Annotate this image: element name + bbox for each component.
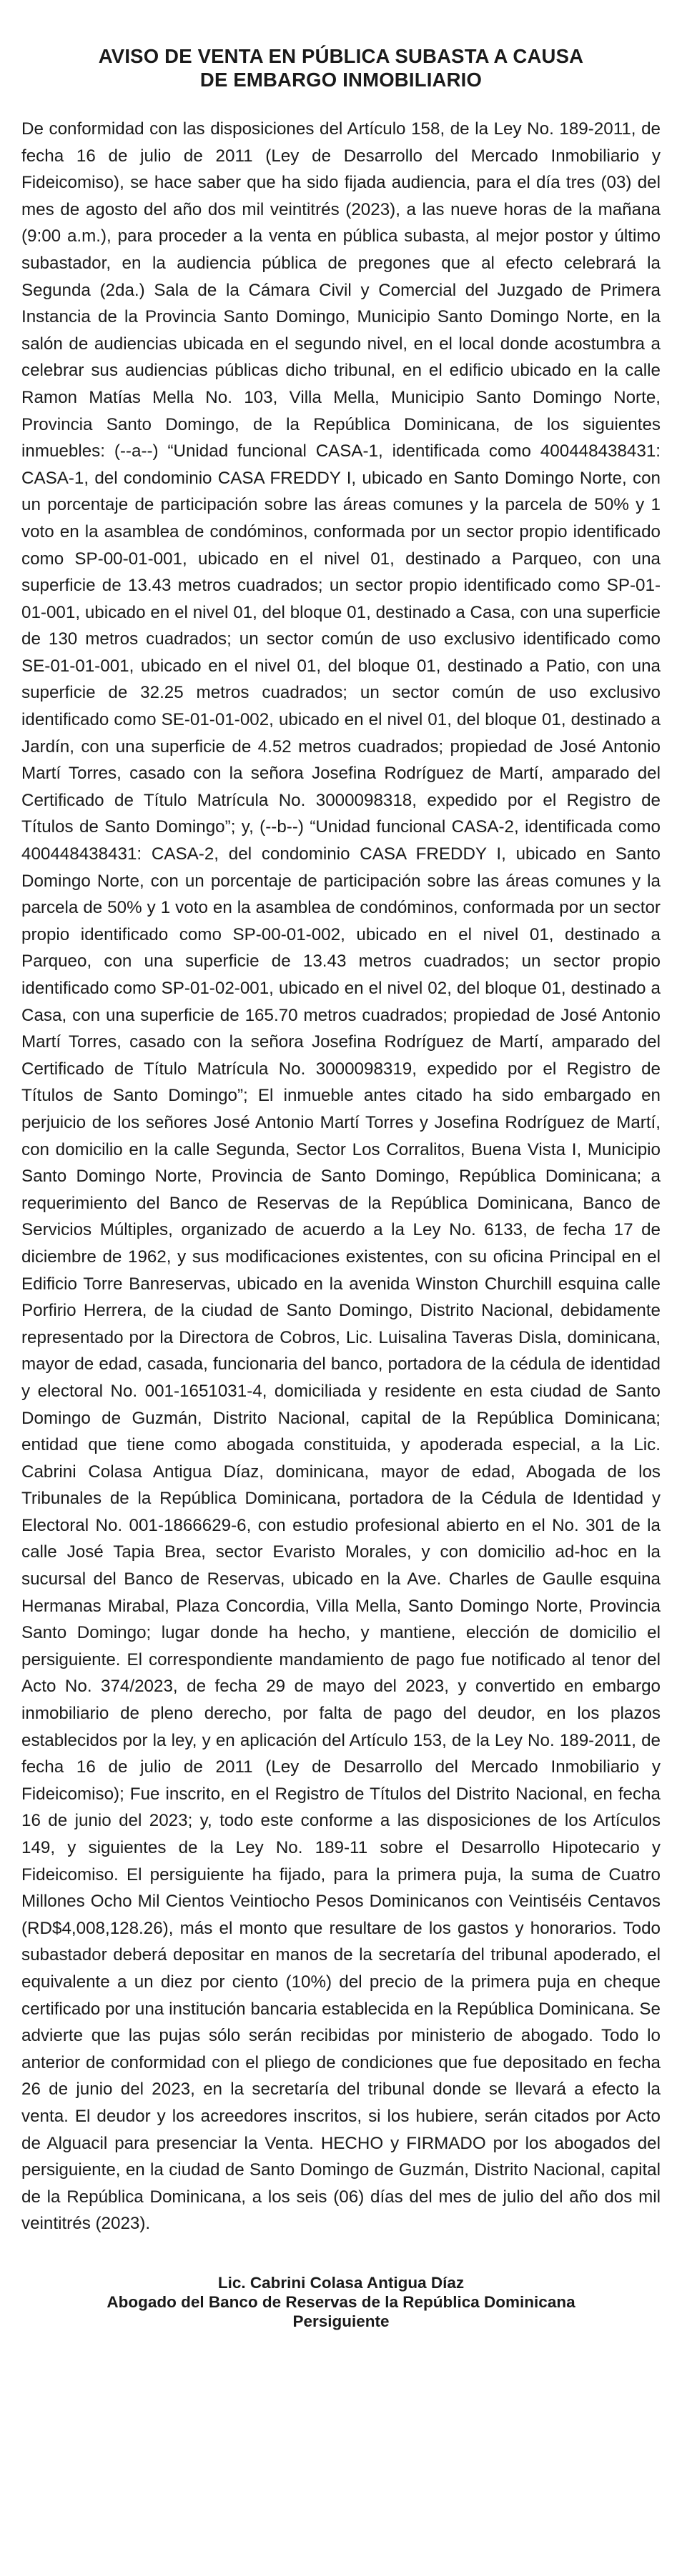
notice-title-line-2: DE EMBARGO INMOBILIARIO [199, 69, 483, 91]
signature-name: Lic. Cabrini Colasa Antigua Díaz [217, 2273, 465, 2292]
signature-party: Persiguiente [292, 2312, 390, 2330]
notice-title [21, 44, 661, 91]
notice-body: De conformidad con las disposiciones del Artículo 158, de la Ley No. 189-2011, de fecha 16 de julio de 2011 (Ley de Desarrollo del Mercado Inmobiliario y Fideicomiso), se hace saber que ha sido fijada audiencia, para el día tres (03) del mes de agosto del año dos mil veintitrés (2023), a las nueve horas de la mañana (9:00 a.m.), para proceder a la venta en pública subasta, al mejor postor y último subastador, en la audiencia pública de pregones que al efecto celebrará la Segunda (2da.) Sala de la Cámara Civil y Comercial del Juzgado de Primera Instancia de la Provincia Santo Domingo, Municipio Santo Domingo Norte, en la salón de audiencias ubicada en el segundo nivel, en el local donde acostumbra a celebrar sus audiencias públicas dicho tribunal, en el edificio ubicado en la calle Ramon Matías Mella No. 103, Villa Mella, Municipio Santo Domingo Norte, Provincia Santo Domingo, de la República Dominicana, de los siguientes inmuebles: (--a--) “Unidad funcional CASA-1, identificada como 400448438431: CASA-1, del condominio CASA FREDDY I, ubicado en Santo Domingo Norte, con un porcentaje de participación sobre las áreas comunes y la parcela de 50% y 1 voto en la asamblea de condóminos, conformada por un sector propio identificado como SP-00-01-001, ubicado en el nivel 01, destinado a Parqueo, con una superficie de 13.43 metros cuadrados; un sector propio identificado como SP-01-01-001, ubicado en el nivel 01, del bloque 01, destinado a Casa, con una superficie de 130 metros cuadrados; un sector común de uso exclusivo identificado como SE-01-01-001, ubicado en el nivel 01, del bloque 01, destinado a Patio, con una superficie de 32.25 metros cuadrados; un sector común de uso exclusivo identificado como SE-01-01-002, ubicado en el nivel 01, del bloque 01, destinado a Jardín, con una superficie de 4.52 metros cuadrados; propiedad de José Antonio Martí Torres, casado con la señora Josefina Rodríguez de Martí, amparado del Certificado de Título Matrícula No. 3000098318, expedido por el Registro de Títulos de Santo Domingo”; y, (--b--) “Unidad funcional CASA-2, identificada como 400448438431: CASA-2, del condominio CASA FREDDY I, ubicado en Santo Domingo Norte, con un porcentaje de participación sobre las áreas comunes y la parcela de 50% y 1 voto en la asamblea de condóminos, conformada por un sector propio identificado como SP-00-01-002, ubicado en el nivel 01, destinado a Parqueo, con una superficie de 13.43 metros cuadrados; un sector propio identificado como SP-01-02-001, ubicado en el nivel 02, del bloque 01, destinado a Casa, con una superficie de 165.70 metros cuadrados; propiedad de José Antonio Martí Torres, casado con la señora Josefina Rodríguez de Martí, amparado del Certificado de Título Matrícula No. 3000098319, expedido por el Registro de Títulos de Santo Domingo”; El inmueble antes citado ha sido embargado en perjuicio de los señores José Antonio Martí Torres y Josefina Rodríguez de Martí, con domicilio en la calle Segunda, Sector Los Corralitos, Buena Vista I, Municipio Santo Domingo Norte, Provincia de Santo Domingo, República Dominicana; a requerimiento del Banco de Reservas de la República Dominicana, Banco de Servicios Múltiples, organizado de acuerdo a la Ley No. 6133, de fecha 17 de diciembre de 1962, y sus modificaciones existentes, con su oficina Principal en el Edificio Torre Banreservas, ubicado en la avenida Winston Churchill esquina calle Porfirio Herrera, de la ciudad de Santo Domingo, Distrito Nacional, debidamente representado por la Directora de Cobros, Lic. Luisalina Taveras Disla, dominicana, mayor de edad, casada, funcionaria del banco, portadora de la cédula de identidad y electoral No. 001-1651031-4, domiciliada y residente en esta ciudad de Santo Domingo de Guzmán, Distrito Nacional, capital de la República Dominicana; entidad que tiene como abogada constituida, y apoderada especial, a la Lic. Cabrini Colasa Antigua Díaz, dominicana, mayor de edad, Abogada de los Tribunales de la República Dominicana, portadora de la Cédula de Identidad y Electoral No. 001-1866629-6, con estudio profesional abierto en el No. 301 de la calle José Tapia Brea, sector Evaristo Morales, y con domicilio ad-hoc en la sucursal del Banco de Reservas, ubicado en la Ave. Charles de Gaulle esquina Hermanas Mirabal, Plaza Concordia, Villa Mella, Santo Domingo Norte, Provincia Santo Domingo; lugar donde ha hecho, y mantiene, elección de domicilio el persiguiente. El correspondiente mandamiento de pago fue notificado al tenor del Acto No. 374/2023, de fecha 29 de mayo del 2023, y convertido en embargo inmobiliario de pleno derecho, por falta de pago del deudor, en los plazos establecidos por la ley, y en aplicación del Artículo 153, de la Ley No. 189-2011, de fecha 16 de julio de 2011 (Ley de Desarrollo del Mercado Inmobiliario y Fideicomiso); Fue inscrito, en el Registro de Títulos del Distrito Nacional, en fecha 16 de junio del 2023; y, todo este conforme a las disposiciones de los Artículos 149, y siguientes de la Ley No. 189-11 sobre el Desarrollo Hipotecario y Fideicomiso. El persiguiente ha fijado, para la primera puja, la suma de Cuatro Millones Ocho Mil Cientos Veintiocho Pesos Dominicanos con Veintiséis Centavos (RD$4,008,128.26), más el monto que resultare de los gastos y honorarios. Todo subastador deberá depositar en manos de la secretaría del tribunal apoderado, el equivalente a un diez por ciento (10%) del precio de la primera puja en cheque certificado por una institución bancaria establecida en la República Dominicana. Se advierte que las pujas sólo serán recibidas por ministerio de abogado. Todo lo anterior de conformidad con el pliego de condiciones que fue depositado en fecha 26 de junio del 2023, en la secretaría del tribunal donde se llevará a efecto la venta. El deudor y los acreedores inscritos, si los hubiere, serán citados por Acto de Alguacil para presenciar la Venta. HECHO y FIRMADO por los abogados del persiguiente, en la ciudad de Santo Domingo de Guzmán, Distrito Nacional, capital de la República Dominicana, a los seis (06) días del mes de julio del año dos mil veintitrés (2023). [21, 119, 661, 2234]
signature-role: Abogado del Banco de Reservas de la República Dominicana [107, 2292, 575, 2311]
notice-title-line-1: AVISO DE VENTA EN PÚBLICA SUBASTA A CAUSA [98, 45, 584, 67]
signature-block [21, 2273, 661, 2331]
